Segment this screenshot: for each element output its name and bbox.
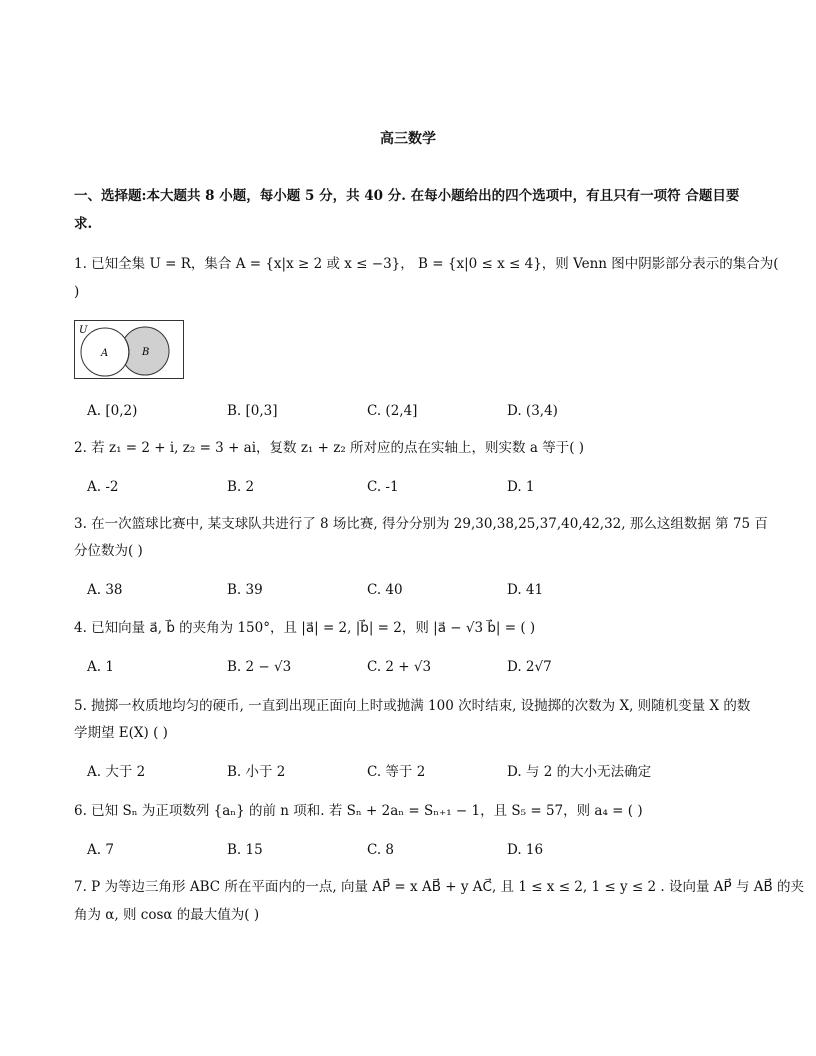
option-b: B. 39 [227,582,263,598]
option-c: C. -1 [367,479,399,495]
section-heading-line-2: 求. [74,216,93,232]
question-2-text: 2. 若 z₁ = 2 + i, z₂ = 3 + ai，复数 z₁ + z₂ 所对应的点在实轴上，则实数 a 等于( ) [74,440,585,456]
venn-label-b: B [142,347,150,358]
option-a: A. 大于 2 [87,764,146,780]
venn-diagram [74,320,184,380]
question-6-text: 6. 已知 Sₙ 为正项数列 {aₙ} 的前 n 项和. 若 Sₙ + 2aₙ = Sₙ₊₁ − 1，且 S₅ = 57，则 a₄ = ( ) [74,803,643,819]
question-4-text: 4. 已知向量 a⃗, b⃗ 的夹角为 150°，且 |a⃗| = 2, |b⃗| = 2，则 |a⃗ − √3 b⃗| = ( ) [74,620,536,636]
question-5-text-line-1: 5. 抛掷一枚质地均匀的硬币, 一直到出现正面向上时或抛满 100 次时结束, 设抛掷的次数为 X, 则随机变量 X 的数 [74,698,751,714]
question-7-text-line-1: 7. P 为等边三角形 ABC 所在平面内的一点, 向量 AP⃗ = x AB⃗ + y AC⃗, 且 1 ≤ x ≤ 2, 1 ≤ y ≤ 2 . 设向量 AP⃗ 与 AB⃗ 的夹 [74,879,805,895]
question-1-text-line-2: ) [74,284,80,300]
option-a: A. 38 [87,582,123,598]
question-7-text-line-2: 角为 α, 则 cosα 的最大值为( ) [74,907,260,923]
option-c: C. 2 + √3 [367,659,432,675]
option-b: B. [0,3] [227,403,278,419]
section-heading-line-1: 一、选择题:本大题共 8 小题，每小题 5 分，共 40 分. 在每小题给出的四个选项中，有且只有一项符 合题目要 [74,188,740,204]
option-d: D. 与 2 的大小无法确定 [507,764,652,780]
question-1-text-line-1: 1. 已知全集 U = R，集合 A = {x|x ≥ 2 或 x ≤ −3}， B = {x|0 ≤ x ≤ 4}，则 Venn 图中阴影部分表示的集合为( [74,256,779,272]
venn-label-a: A [101,348,109,359]
option-b: B. 15 [227,842,263,858]
question-5-text-line-2: 学期望 E(X) ( ) [74,725,168,741]
option-b: B. 2 [227,479,255,495]
option-b: B. 小于 2 [227,764,286,780]
option-d: D. 41 [507,582,544,598]
option-c: C. 40 [367,582,403,598]
option-c: C. 等于 2 [367,764,426,780]
question-3-text-line-1: 3. 在一次篮球比赛中, 某支球队共进行了 8 场比赛, 得分分别为 29,30,38,25,37,40,42,32, 那么这组数据 第 75 百 [74,516,768,532]
option-b: B. 2 − √3 [227,659,292,675]
option-d: D. 2√7 [507,659,552,675]
option-c: C. 8 [367,842,395,858]
option-d: D. (3,4) [507,403,558,419]
option-c: C. (2,4] [367,403,418,419]
option-a: A. [0,2) [87,403,138,419]
question-3-text-line-2: 分位数为( ) [74,543,143,559]
page-title: 高三数学 [380,131,436,147]
option-d: D. 1 [507,479,535,495]
option-a: A. 7 [87,842,114,858]
option-a: A. -2 [87,479,119,495]
venn-label-u: U [79,325,88,336]
option-d: D. 16 [507,842,544,858]
option-a: A. 1 [87,659,114,675]
